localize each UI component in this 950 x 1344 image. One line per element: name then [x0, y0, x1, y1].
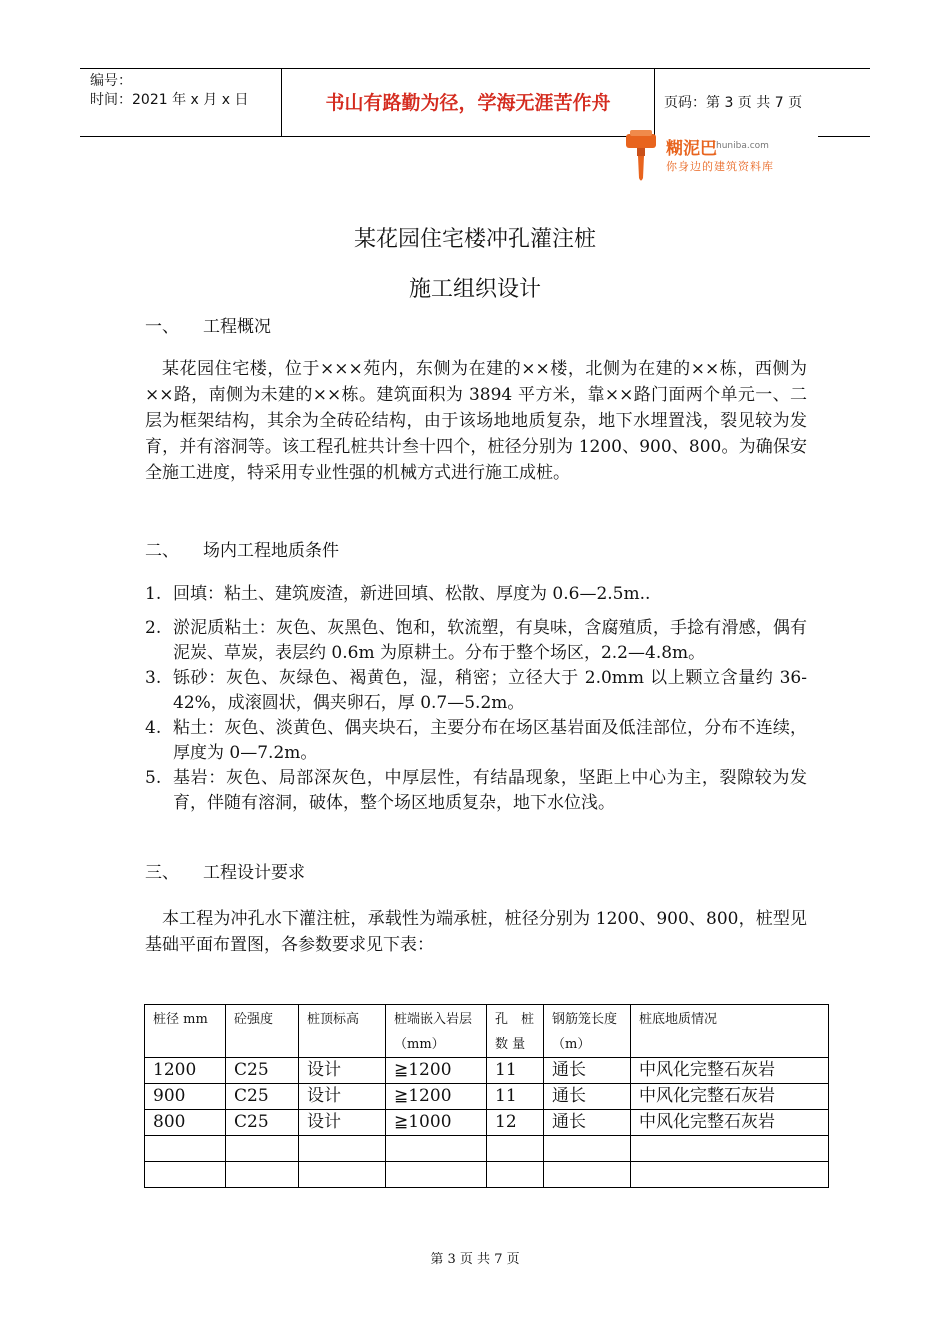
header-motto: 书山有路勤为径，学海无涯苦作舟 — [325, 92, 611, 114]
huniba-logo — [622, 128, 792, 184]
section-number: 二、 — [145, 541, 179, 561]
doc-title-line2: 施工组织设计 — [408, 277, 541, 302]
section-heading-1 — [145, 312, 271, 337]
page-footer: 第 3 页 共 7 页 — [430, 1252, 520, 1267]
section-heading-3 — [145, 858, 305, 883]
header-bottom-rule — [80, 136, 655, 137]
table-header-cell: 桩底地质情况 — [631, 1005, 829, 1058]
table-header-cell: 桩径 mm — [145, 1005, 226, 1058]
header-meta — [90, 72, 248, 110]
list-item: 4. 粘土：灰色、淡黄色、偶夹块石，主要分布在场区基岩面及低洼部位，分布不连续，厚度为 0—7.2m。 — [145, 718, 807, 763]
list-item: 1. 回填：粘土、建筑废渣，新进回填、松散、厚度为 0.6—2.5m.. — [145, 584, 651, 604]
section-number: 一、 — [145, 317, 179, 337]
section-body-1: 某花园住宅楼，位于×××苑内，东侧为在建的××楼，北侧为在建的××栋，西侧为××路，南侧为未建的××栋。建筑面积为 3894 平方米，靠××路门面两个单元一、二层为框架结构，其余为全砖砼结构，由于该场地地质复杂，地下水埋置浅，裂见较为发育，并有溶洞等。该工程孔桩共计叁十四个，桩径分别为 1200、900、800。为确保安全施工进度，特采用专业性强的机械方式进行施工成桩。 — [145, 359, 807, 483]
header-divider-right — [654, 68, 655, 136]
list-item: 2. 淤泥质粘土：灰色、灰黑色、饱和，软流塑，有臭味，含腐殖质，手捻有滑感，偶有泥炭、草炭，表层约 0.6m 为原耕土。分布于整个场区，2.2—4.8m。 — [145, 618, 807, 663]
logo-slogan: 你身边的建筑资料库 — [666, 160, 774, 173]
table-row: 800 C25 设计 ≧1000 12 通长 中风化完整石灰岩 — [145, 1110, 829, 1136]
table-row-empty — [145, 1136, 829, 1162]
table-header-cell: 桩顶标高 — [299, 1005, 386, 1058]
header-bottom-rule-right — [818, 136, 870, 137]
logo-domain: huniba.com — [716, 141, 769, 151]
logo-brand: 糊泥巴 — [666, 139, 717, 159]
section-body-3: 本工程为冲孔水下灌注桩，承载性为端承桩，桩径分别为 1200、900、800，桩型见基础平面布置图，各参数要求见下表： — [145, 909, 807, 955]
section-number: 三、 — [145, 863, 179, 883]
header-page-info: 页码：第 3 页 共 7 页 — [664, 95, 803, 111]
section-title: 工程设计要求 — [203, 863, 305, 883]
list-item: 5. 基岩：灰色、局部深灰色，中厚层性，有结晶现象，坚距上中心为主，裂隙较为发育，伴随有溶洞，破体，整个场区地质复杂，地下水位浅。 — [145, 768, 807, 813]
geology-list — [145, 582, 807, 816]
table-row: 900 C25 设计 ≧1200 11 通长 中风化完整石灰岩 — [145, 1084, 829, 1110]
table-header-cell: 砼强度 — [226, 1005, 299, 1058]
list-item: 3. 铄砂：灰色、灰绿色、褐黄色，湿，稍密；立径大于 2.0mm 以上颗立含量约 36-42%，成滚圆状，偶夹卵石，厚 0.7—5.2m。 — [145, 668, 807, 713]
paint-brush-icon — [622, 128, 662, 184]
pile-spec-table — [144, 1004, 829, 1188]
section-title: 场内工程地质条件 — [203, 541, 339, 561]
section-heading-2 — [145, 536, 339, 561]
table-header-cell: 桩端嵌入岩层（mm） — [386, 1005, 487, 1058]
doc-title-line1: 某花园住宅楼冲孔灌注桩 — [353, 227, 596, 252]
header-top-rule — [80, 68, 870, 69]
table-row-empty — [145, 1162, 829, 1188]
table-header-cell: 钢筋笼长度（m） — [544, 1005, 631, 1058]
doc-number-label: 编号： — [90, 73, 132, 89]
table-header-cell: 孔 桩数 量 — [487, 1005, 544, 1058]
table-header-row — [145, 1005, 829, 1058]
table-row: 1200 C25 设计 ≧1200 11 通长 中风化完整石灰岩 — [145, 1058, 829, 1084]
section-title: 工程概况 — [203, 317, 271, 337]
doc-time-label: 时间：2021 年 x 月 x 日 — [90, 92, 249, 108]
